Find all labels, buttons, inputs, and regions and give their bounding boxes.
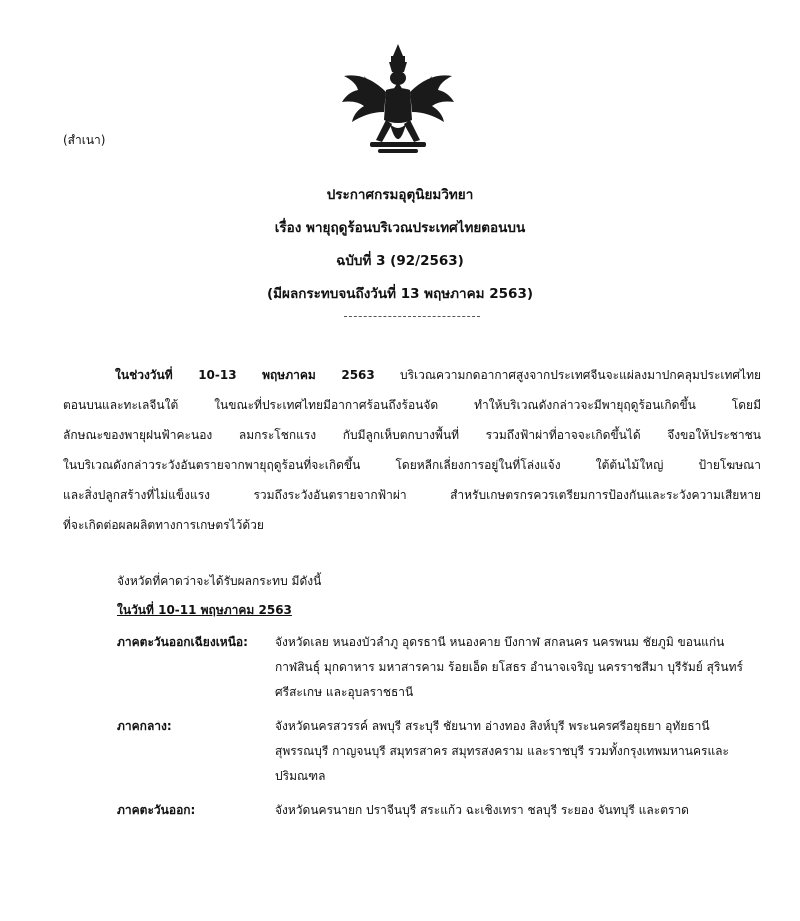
region-provinces: จังหวัดนครนายก ปราจีนบุรี สระแก้ว ฉะเชิงเทรา ชลบุรี ระยอง จันทบุรี และตราด [275, 803, 689, 817]
body-line-1-text: บริเวณความกดอากาศสูงจากประเทศจีนจะแผ่ลงมาปกคลุมประเทศไทย [374, 368, 762, 382]
body-line-3: ลักษณะของพายุฝนฟ้าคะนอง ลมกระโชกแรง กับมีลูกเห็บตกบางพื้นที่ รวมถึงฟ้าผ่าที่อาจจะเกิดขึ้นได้ จึงขอให้ประชาชน [63, 428, 761, 442]
body-lead: ในช่วงวันที่ 10-13 พฤษภาคม 2563 [115, 368, 375, 382]
region-east [117, 798, 763, 823]
region-list [117, 630, 763, 832]
region-northeast [117, 630, 763, 705]
body-line-2: ตอนบนและทะเลจีนใต้ ในขณะที่ประเทศไทยมีอากาศร้อนถึงร้อนจัด ทำให้บริเวณดังกล่าวจะมีพายุฤดูร้อนเกิดขึ้น โดยมี [63, 398, 761, 412]
body-paragraph [63, 360, 761, 540]
body-line-5: และสิ่งปลูกสร้างที่ไม่แข็งแรง รวมถึงระวังอันตรายจากฟ้าผ่า สำหรับเกษตรกรควรเตรียมการป้องกันและระวังความเสียหาย [63, 488, 761, 502]
body-line-4: ในบริเวณดังกล่าวระวังอันตรายจากพายุฤดูร้อนที่จะเกิดขึ้น โดยหลีกเลี่ยงการอยู่ในที่โล่งแจ้ง ใต้ต้นไม้ใหญ่ ป้ายโฆษณา [63, 458, 761, 472]
affected-intro: จังหวัดที่คาดว่าจะได้รับผลกระทบ มีดังนี้ [117, 574, 322, 588]
region-central [117, 714, 763, 789]
region-provinces: จังหวัดนครสวรรค์ ลพบุรี สระบุรี ชัยนาท อ่างทอง สิงห์บุรี พระนครศรีอยุธยา อุทัยธานี สุพรรณบุรี กาญจนบุรี สมุทรสาคร สมุทรสงคราม และราชบุรี รวมทั้งกรุงเทพมหานครและปริมณฑล [275, 719, 729, 783]
region-name: ภาคกลาง: [117, 719, 172, 733]
region-name: ภาคตะวันออกเฉียงเหนือ: [117, 635, 248, 649]
region-name: ภาคตะวันออก: [117, 803, 196, 817]
date-range-heading: ในวันที่ 10-11 พฤษภาคม 2563 [117, 603, 292, 617]
announcement-issue: ฉบับที่ 3 (92/2563) [336, 253, 464, 269]
divider [344, 316, 480, 317]
region-provinces: จังหวัดเลย หนองบัวลำภู อุดรธานี หนองคาย บึงกาฬ สกลนคร นครพนม ชัยภูมิ ขอนแก่น กาฬสินธุ์ มุกดาหาร มหาสารคาม ร้อยเอ็ด ยโสธร อำนาจเจริญ นครราชสีมา บุรีรัมย์ สุรินทร์ ศรีสะเกษ และอุบลราชธานี [275, 635, 743, 699]
body-line-1 [63, 360, 761, 390]
garuda-emblem-icon [338, 42, 458, 160]
copy-label: (สำเนา) [63, 133, 106, 147]
announcement-title: ประกาศกรมอุตุนิยมวิทยา [326, 187, 474, 203]
body-line-6: ที่จะเกิดต่อผลผลิตทางการเกษตรไว้ด้วย [63, 518, 264, 532]
announcement-subject: เรื่อง พายุฤดูร้อนบริเวณประเทศไทยตอนบน [274, 220, 526, 236]
announcement-effective-date: (มีผลกระทบจนถึงวันที่ 13 พฤษภาคม 2563) [266, 286, 534, 302]
